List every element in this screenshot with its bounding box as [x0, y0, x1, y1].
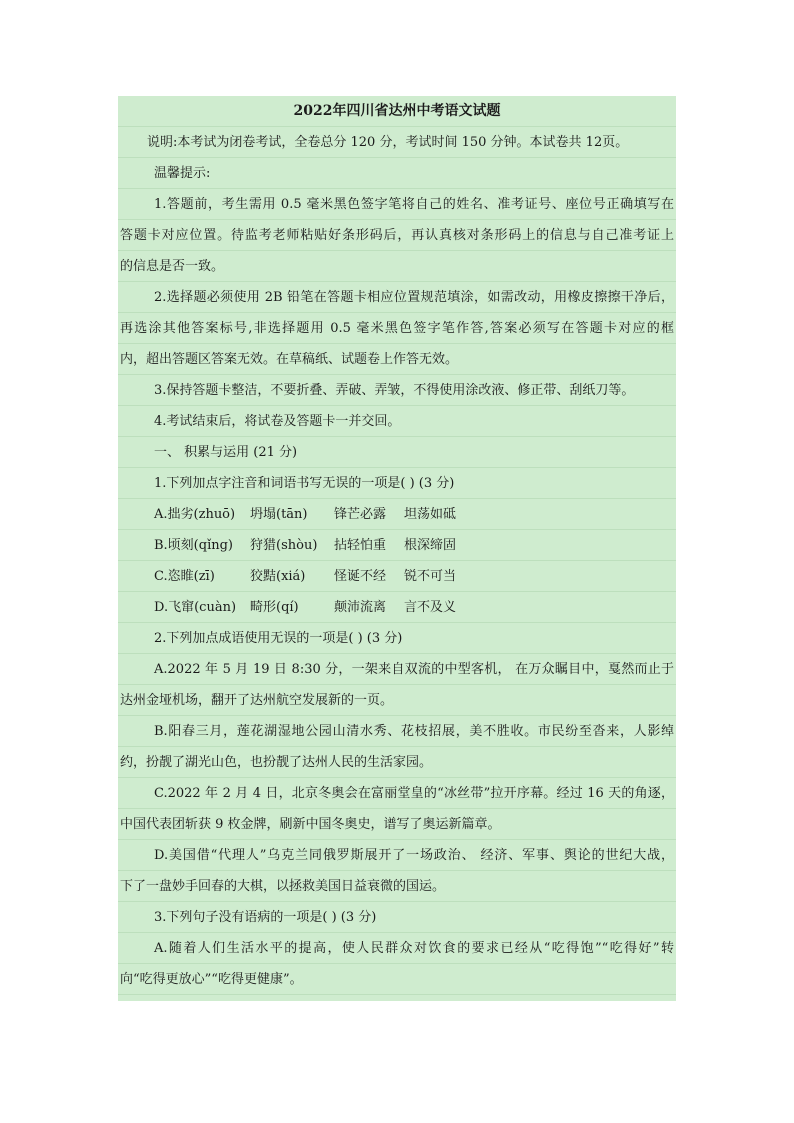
option-word: 畸形(qí): [250, 600, 299, 615]
question-3-option-a-line-2: 向“吃得更放心”“吃得更健康”。: [118, 964, 676, 995]
tip-2-line-3: 内，超出答题区答案无效。在草稿纸、试题卷上作答无效。: [118, 344, 676, 375]
option-word: A.拙劣(zhuō): [154, 507, 236, 522]
exam-instructions: 说明:本考试为闭卷考试，全卷总分 120 分，考试时间 150 分钟。本试卷共 12页。: [118, 127, 676, 158]
option-word: 狡黠(xiá): [250, 569, 306, 584]
question-2-option-c-line-2: 中国代表团斩获 9 枚金牌，刷新中国冬奥史，谱写了奥运新篇章。: [118, 809, 676, 840]
question-2-option-b-line-2: 约，扮靓了湖光山色，也扮靓了达州人民的生活家园。: [118, 747, 676, 778]
question-2-option-b-line-1: B.阳春三月，莲花湖湿地公园山清水秀、花枝招展，美不胜收。市民纷至沓来，人影绰: [118, 716, 676, 747]
tip-4: 4.考试结束后，将试卷及答题卡一并交回。: [118, 406, 676, 437]
question-2-stem: 2.下列加点成语使用无误的一项是( ) (3 分): [118, 623, 676, 654]
question-1-option-b: [118, 530, 676, 561]
document-page: [118, 96, 676, 1001]
option-word: 怪诞不经: [334, 569, 387, 584]
question-3-stem: 3.下列句子没有语病的一项是( ) (3 分): [118, 902, 676, 933]
option-word: B.顷刻(qǐng): [154, 538, 234, 553]
option-word: 颠沛流离: [334, 600, 387, 615]
option-word: 锋芒必露: [334, 507, 387, 522]
option-word: 锐不可当: [404, 569, 457, 584]
question-2-option-a-line-1: A.2022 年 5 月 19 日 8:30 分，一架来自双流的中型客机， 在万众瞩目中，戛然而止于: [118, 654, 676, 685]
option-word: 坍塌(tān): [250, 507, 308, 522]
question-3-option-a-line-1: A.随着人们生活水平的提高，使人民群众对饮食的要求已经从“吃得饱”“吃得好”转: [118, 933, 676, 964]
option-word: 坦荡如砥: [404, 507, 457, 522]
tip-2-line-2: 再选涂其他答案标号,非选择题用 0.5 毫米黑色签字笔作答,答案必须写在答题卡对应的框: [118, 313, 676, 344]
question-2-option-a-line-2: 达州金垭机场，翻开了达州航空发展新的一页。: [118, 685, 676, 716]
option-word: 狩猎(shòu): [250, 538, 318, 553]
option-word: 根深缔固: [404, 538, 457, 553]
section-heading: 一、 积累与运用 (21 分): [118, 437, 676, 468]
tip-1-line-1: 1.答题前，考生需用 0.5 毫米黑色签字笔将自己的姓名、准考证号、座位号正确填写在: [118, 189, 676, 220]
question-1-stem: 1.下列加点字注音和词语书写无误的一项是( ) (3 分): [118, 468, 676, 499]
question-1-option-c: [118, 561, 676, 592]
question-2-option-d-line-2: 下了一盘妙手回春的大棋，以拯救美国日益衰微的国运。: [118, 871, 676, 902]
option-word: 言不及义: [404, 600, 457, 615]
option-word: D.飞窜(cuàn): [154, 600, 237, 615]
tip-2-line-1: 2.选择题必须使用 2B 铅笔在答题卡相应位置规范填涂，如需改动，用橡皮擦擦干净后，: [118, 282, 676, 313]
question-2-option-c-line-1: C.2022 年 2 月 4 日，北京冬奥会在富丽堂皇的“冰丝带”拉开序幕。经过 16 天的角逐，: [118, 778, 676, 809]
tip-1-line-2: 答题卡对应位置。待监考老师粘贴好条形码后，再认真核对条形码上的信息与自己准考证上: [118, 220, 676, 251]
option-word: C.恣睢(zī): [154, 569, 215, 584]
option-word: 拈轻怕重: [334, 538, 387, 553]
question-1-option-d: [118, 592, 676, 623]
tip-1-line-3: 的信息是否一致。: [118, 251, 676, 282]
tip-3: 3.保持答题卡整洁，不要折叠、弄破、弄皱，不得使用涂改液、修正带、刮纸刀等。: [118, 375, 676, 406]
document-title: 2022年四川省达州中考语文试题: [118, 96, 676, 127]
tips-heading: 温馨提示:: [118, 158, 676, 189]
question-2-option-d-line-1: D.美国借“代理人”乌克兰同俄罗斯展开了一场政治、 经济、军事、舆论的世纪大战，: [118, 840, 676, 871]
question-1-option-a: [118, 499, 676, 530]
